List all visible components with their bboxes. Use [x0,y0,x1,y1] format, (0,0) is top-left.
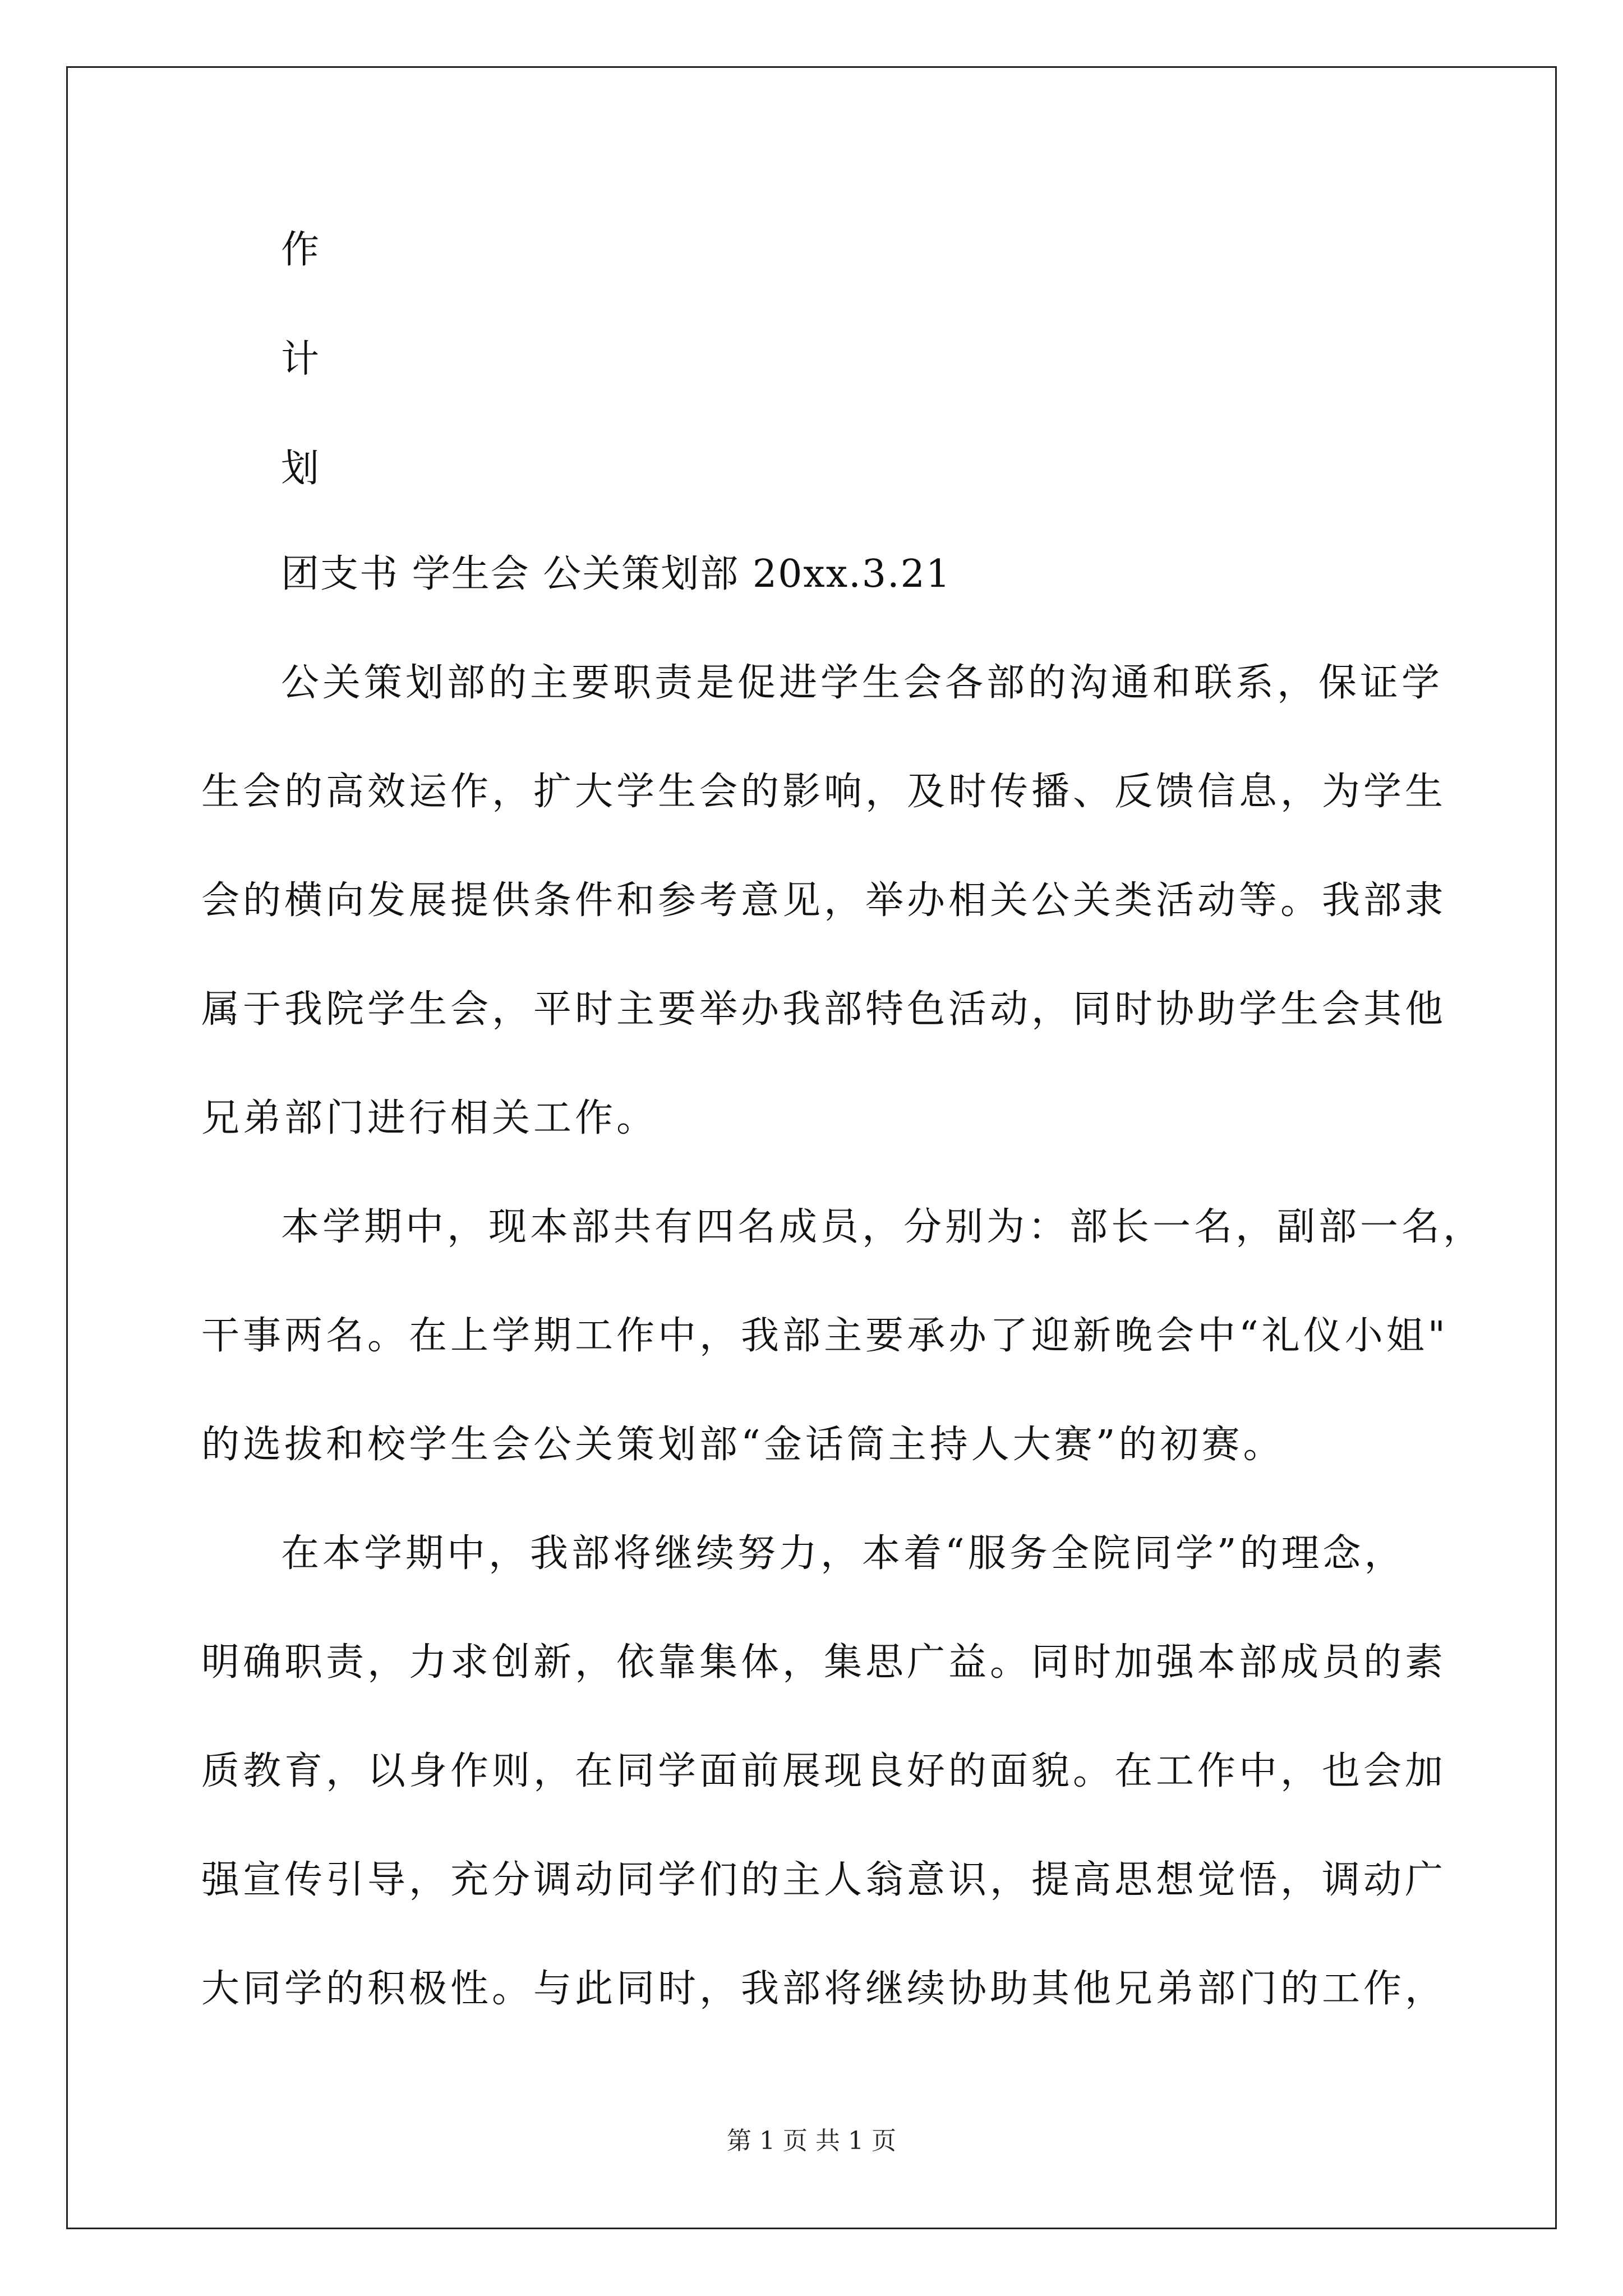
title-char-2: 计 [281,337,321,381]
paragraph-1-line-2: 生会的高效运作，扩大学生会的影响，及时传播、反馈信息，为学生 [201,770,1447,814]
paragraph-2-line-1: 本学期中，现本部共有四名成员，分别为：部长一名，副部一名， [281,1205,1485,1249]
paragraph-1-line-4: 属于我院学生会，平时主要举办我部特色活动，同时协助学生会其他 [201,987,1447,1032]
paragraph-2-line-3: 的选拔和校学生会公关策划部“金话筒主持人大赛”的初赛。 [201,1423,1285,1467]
paragraph-3-line-4: 强宣传引导，充分调动同学们的主人翁意识，提高思想觉悟，调动广 [201,1858,1447,1902]
paragraph-1-line-3: 会的横向发展提供条件和参考意见，举办相关公关类活动等。我部隶 [201,878,1447,923]
paragraph-3-line-5: 大同学的积极性。与此同时，我部将继续协助其他兄弟部门的工作， [201,1967,1447,2011]
paragraph-2-line-2: 干事两名。在上学期工作中，我部主要承办了迎新晚会中“礼仪小姐" [201,1314,1449,1358]
page-number-footer: 第 1 页 共 1 页 [727,2127,896,2155]
paragraph-3-line-1: 在本学期中，我部将继续努力，本着“服务全院同学”的理念， [281,1531,1406,1576]
title-char-3: 划 [281,447,321,491]
paragraph-3-line-2: 明确职责，力求创新，依靠集体，集思广益。同时加强本部成员的素 [201,1640,1447,1685]
page-border [66,66,1557,2229]
meta-line: 团支书 学生会 公关策划部 20xx.3.21 [281,552,952,596]
paragraph-1-line-1: 公关策划部的主要职责是促进学生会各部的沟通和联系，保证学 [281,661,1444,705]
paragraph-1-line-5: 兄弟部门进行相关工作。 [201,1096,658,1140]
paragraph-3-line-3: 质教育，以身作则，在同学面前展现良好的面貌。在工作中，也会加 [201,1749,1447,1793]
title-char-1: 作 [281,228,321,272]
